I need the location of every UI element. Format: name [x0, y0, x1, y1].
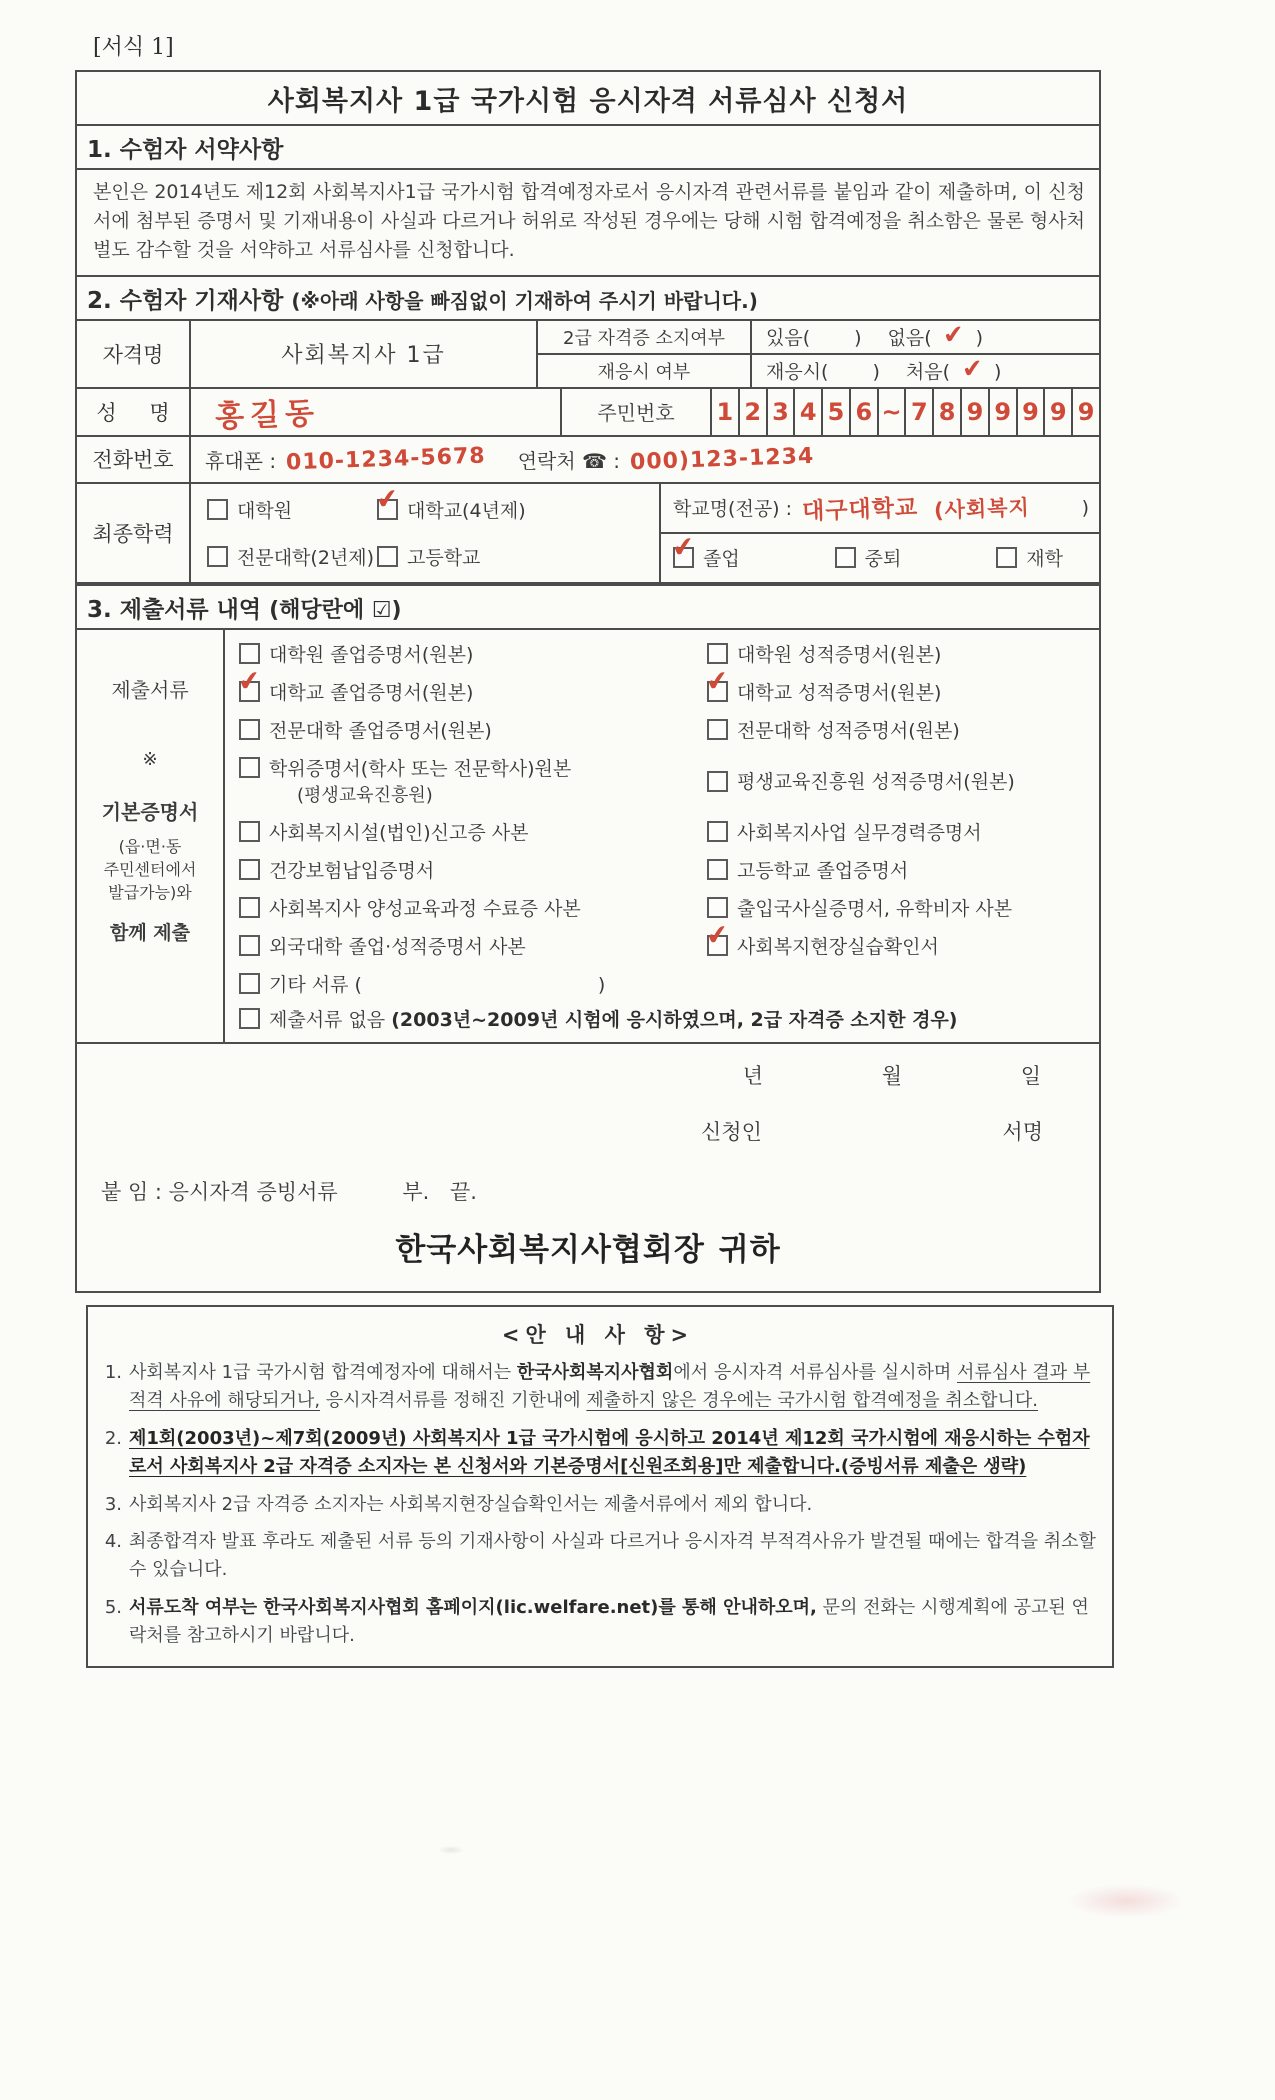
applicant-label: 신청인: [701, 1119, 762, 1144]
qualification-label: 자격명: [77, 321, 191, 387]
notice-item: [96, 1528, 1100, 1584]
option-mark-slot: [810, 327, 854, 349]
doc-item[interactable]: [239, 856, 707, 883]
applicant-line: [101, 1116, 1075, 1146]
doc-item[interactable]: [704, 918, 1089, 959]
doc-item[interactable]: [236, 664, 707, 705]
none-label: 제출서류 없음: [269, 1008, 392, 1031]
doc-item-label: 전문대학 졸업증명서(원본): [269, 719, 492, 742]
notice-item-number: 4.: [104, 1531, 122, 1553]
side-line: 발급가능)와: [108, 883, 192, 902]
attachment-tail: 부. 끝.: [402, 1179, 477, 1204]
option-have[interactable]: [766, 323, 862, 350]
doc-item-label: 출입국사실증명서, 유학비자 사본: [737, 897, 1013, 920]
notice-item-text: [129, 1359, 1100, 1415]
doc-item[interactable]: [707, 894, 1089, 921]
doc-item[interactable]: [239, 932, 707, 959]
rrn-label: 주민번호: [562, 389, 712, 435]
doc-item[interactable]: [707, 640, 1089, 667]
notice-item-number: 3.: [104, 1493, 122, 1515]
notice-box: [86, 1305, 1114, 1668]
notice-item-text: [129, 1491, 1100, 1519]
checkbox-icon[interactable]: [239, 859, 260, 880]
rrn-digit: 3: [768, 389, 796, 435]
section-number: 2.: [87, 287, 112, 314]
option-first-time[interactable]: [905, 353, 1002, 384]
pledge-body-text: 본인은 2014년도 제12회 사회복지사1급 국가시험 합격예정자로서 응시자격 관련서류를 붙임과 같이 제출하며, 이 신청서에 첨부된 증명서 및 기재내용이 사실과 다르거나 허위로 작성된 경우에는 당해 시험 합격예정을 취소함은 물론 형사처벌도 감수할 것을 서약하고 서류심사를 신청합니다.: [77, 170, 1099, 277]
school-handwritten-value: 대구대학교: [801, 495, 919, 526]
doc-item[interactable]: [707, 818, 1089, 845]
school-label: 학교명(전공) :: [673, 498, 793, 521]
date-year-label: 년: [742, 1063, 764, 1088]
checkbox-icon[interactable]: [239, 643, 260, 664]
name-field[interactable]: [191, 389, 562, 435]
notice-item-text: [129, 1528, 1100, 1584]
scan-artifact: [438, 1846, 464, 1854]
option-text: ): [994, 361, 1002, 384]
option-mark-slot: [828, 361, 872, 383]
status-options: [670, 530, 1089, 571]
option-grad-school[interactable]: [207, 496, 377, 523]
option-text: 없음(: [887, 327, 932, 350]
side-line: ※: [142, 748, 158, 770]
checkbox-icon[interactable]: [239, 719, 260, 740]
doc-item-label: 고등학교 졸업증명서: [737, 859, 909, 882]
major-close-paren: ): [1081, 496, 1089, 519]
recipient-line: [101, 1224, 1075, 1269]
major-handwritten-value: (사회복지: [933, 494, 1031, 523]
doc-item-label: 사회복지시설(법인)신고증 사본: [269, 821, 529, 844]
doc-item[interactable]: [707, 856, 1089, 883]
notice-segment: 문의 전화는 시행계획에 공고된 연락처를 참고하시기 바랍니다.: [129, 1597, 1089, 1647]
notice-item: [96, 1425, 1100, 1481]
checkbox-icon[interactable]: [707, 771, 728, 792]
phone-label: 전화번호: [77, 437, 191, 482]
option-label: 대학원: [237, 499, 293, 522]
doc-row: [239, 754, 1089, 807]
doc-item[interactable]: [239, 640, 707, 667]
phone-field[interactable]: [191, 437, 1099, 482]
doc-row: [239, 640, 1089, 667]
doc-item-label: 대학원 성적증명서(원본): [737, 643, 942, 666]
sign-label: 서명: [1002, 1119, 1043, 1144]
cert2-options: [752, 321, 1099, 353]
notice-segment: 최종합격자 발표 후라도 제출된 서류 등의 기재사항이 사실과 다르거나 응시자격 부적격사유가 발견될 때에는 합격을 취소할 수 있습니다.: [129, 1531, 1096, 1581]
option-enrolled[interactable]: [996, 544, 1063, 571]
retake-row: [538, 355, 1099, 387]
row-name: [77, 389, 1099, 437]
section-documents-heading: [77, 584, 1099, 630]
checkbox-icon[interactable]: [207, 499, 228, 520]
none-note: (2003년~2009년 시험에 응시하였으며, 2급 자격증 소지한 경우): [391, 1008, 958, 1031]
qualification-value: 사회복지사 1급: [191, 321, 538, 387]
section-heading-note: (※아래 사항을 빠짐없이 기재하여 주시기 바랍니다.): [291, 288, 758, 313]
option-dropped-out[interactable]: [835, 544, 902, 571]
notice-item: [96, 1359, 1100, 1415]
checkbox-icon[interactable]: [707, 821, 728, 842]
rrn-digit: 5: [823, 389, 851, 435]
mobile-handwritten-value: 010-1234-5678: [285, 443, 487, 476]
notice-segment: 한국사회복지사협회: [516, 1362, 674, 1383]
etc-close-paren: ): [597, 973, 606, 996]
notice-title: <안 내 사 항>: [501, 1323, 695, 1347]
row-education: [77, 484, 1099, 584]
school-status-row: [661, 530, 1099, 582]
option-college-2yr[interactable]: [207, 543, 377, 570]
doc-item-none[interactable]: [239, 1005, 957, 1032]
option-retake[interactable]: [766, 357, 880, 384]
doc-item-label: [269, 970, 605, 997]
doc-row: [239, 716, 1089, 743]
option-text: 처음(: [905, 361, 951, 384]
notice-item-text: [129, 1594, 1100, 1650]
row-qualification: [77, 321, 1099, 389]
name-label: 성 명: [77, 389, 191, 435]
doc-row: [236, 664, 1089, 705]
option-label: 재학: [1026, 548, 1063, 571]
doc-item[interactable]: [704, 664, 1089, 705]
rrn-digit: 6: [851, 389, 879, 435]
section-heading-text: 수험자 기재사항: [119, 287, 284, 314]
checkbox-icon[interactable]: [670, 530, 697, 568]
section-heading-text: 제출서류 내역: [119, 596, 262, 623]
option-text: ): [975, 327, 984, 350]
checkbox-icon[interactable]: [996, 547, 1017, 568]
doc-item[interactable]: [707, 754, 1089, 807]
rrn-digit: 9: [1045, 389, 1073, 435]
checkbox-icon[interactable]: [707, 643, 728, 664]
documents-table: [77, 630, 1099, 1044]
doc-item-label: 대학교 졸업증명서(원본): [269, 681, 474, 704]
checkmark-icon: ✔: [374, 482, 401, 516]
checkbox-icon[interactable]: [707, 859, 728, 880]
doc-item-label: [269, 754, 571, 807]
rrn-separator: ~: [879, 389, 907, 435]
doc-row: [239, 856, 1089, 883]
signature-block: [77, 1044, 1099, 1291]
option-label: 졸업: [703, 548, 740, 571]
option-text: 있음(: [766, 327, 811, 350]
checkbox-icon[interactable]: [239, 821, 260, 842]
date-day-label: 일: [1020, 1063, 1041, 1088]
option-label: 중퇴: [864, 548, 902, 571]
section-details-heading: [77, 277, 1099, 321]
name-handwritten-value: 홍길동: [214, 395, 321, 435]
cert2-label: 2급 자격증 소지여부: [538, 321, 752, 353]
recipient-honorific: 귀하: [718, 1231, 781, 1268]
checkmark-icon: ✔: [670, 530, 697, 565]
cert2-row: [538, 321, 1099, 355]
checkmark-icon: ✔: [941, 319, 966, 350]
checkbox-icon[interactable]: [704, 918, 731, 956]
documents-side-label: [77, 630, 225, 1042]
school-name-row[interactable]: [661, 484, 1099, 534]
form-title: 사회복지사 1급 국가시험 응시자격 서류심사 신청서: [77, 72, 1099, 126]
checkbox-icon[interactable]: [239, 935, 260, 956]
option-text: ): [854, 327, 862, 350]
recipient-name: 한국사회복지사협회장: [395, 1231, 705, 1268]
doc-row-etc: [239, 970, 1089, 997]
education-school-block: [661, 484, 1099, 582]
scan-artifact: [1068, 1884, 1184, 1918]
attachment-label: 붙 임 : 응시자격 증빙서류: [101, 1179, 338, 1204]
side-line: (읍·면·동: [118, 836, 182, 856]
checkbox-icon[interactable]: [377, 546, 398, 567]
documents-checklist: [225, 630, 1099, 1042]
rrn-digit: 1: [712, 389, 740, 435]
option-mark-slot: [950, 353, 994, 384]
doc-item[interactable]: [239, 716, 707, 743]
doc-item-label: 평생교육진흥원 성적증명서(원본): [737, 770, 1015, 793]
notice-segment: 제출하지 않은 경우에는 국가시험 합격예정을 취소합니다.: [586, 1389, 1039, 1411]
row-phone: [77, 437, 1099, 484]
contact-handwritten-value: 000)123-1234: [629, 443, 815, 475]
notice-item-number: 1.: [104, 1362, 122, 1383]
mobile-label: 휴대폰 :: [205, 448, 277, 473]
doc-row: [239, 818, 1089, 845]
education-label: 최종학력: [77, 484, 191, 582]
notice-segment: 서류심사 결과 부적격 사유에 해당되거나,: [129, 1362, 1091, 1411]
option-mark-slot: [932, 319, 976, 350]
section-number: 1.: [87, 137, 112, 163]
doc-item[interactable]: [239, 754, 707, 807]
rrn-digit: 9: [990, 389, 1018, 435]
option-university-4yr[interactable]: [374, 482, 659, 523]
checkbox-icon[interactable]: [374, 482, 401, 520]
notice-segment: 제1회(2003년)~제7회(2009년) 사회복지사 1급 국가시험에 응시하고 2014년 제12회 국가시험에 재응시하는 수험자로서 사회복지사 2급 자격증 소지자는 본 신청서와 기본증명서[신원조회용]만 제출합니다.(증빙서류 제출은 생략): [129, 1427, 1090, 1477]
notice-item-text: [129, 1425, 1100, 1481]
doc-row: [239, 918, 1089, 959]
checkmark-icon: ✔: [960, 353, 984, 384]
rrn-digit: 2: [740, 389, 768, 435]
cert2-retake-stack: [538, 321, 1099, 387]
date-month-label: 월: [881, 1063, 903, 1088]
checkbox-icon[interactable]: [239, 1008, 260, 1029]
education-options: [191, 484, 661, 582]
notice-item-number: 2.: [104, 1427, 122, 1449]
side-line: 제출서류: [111, 677, 189, 702]
rrn-digit: 4: [795, 389, 823, 435]
option-high-school[interactable]: [377, 543, 659, 570]
doc-item[interactable]: [707, 716, 1089, 743]
rrn-digit: 9: [1018, 389, 1046, 435]
doc-item-label: 사회복지사 양성교육과정 수료증 사본: [269, 897, 581, 920]
checkbox-icon[interactable]: [236, 664, 263, 702]
doc-item-etc[interactable]: [239, 970, 707, 997]
doc-item-label: 전문대학 성적증명서(원본): [737, 719, 960, 742]
checkmark-icon: ✔: [236, 664, 263, 698]
etc-label: 기타 서류 (: [269, 973, 362, 996]
section-heading-note: (해당란에 ☑): [269, 597, 402, 623]
rrn-digit: 7: [906, 389, 934, 435]
option-text: ): [872, 361, 880, 384]
doc-item[interactable]: [239, 894, 707, 921]
rrn-digit-cells[interactable]: [712, 389, 1099, 435]
form-number-label: [서식 1]: [93, 35, 174, 60]
checkbox-icon[interactable]: [239, 897, 260, 918]
option-none[interactable]: [887, 319, 984, 350]
checkmark-icon: ✔: [704, 664, 731, 698]
doc-item-label-line1: 학위증명서(학사 또는 전문학사)원본: [269, 757, 572, 780]
section-pledge-heading: [77, 126, 1099, 170]
option-label: 전문대학(2년제): [237, 546, 375, 569]
notice-segment: 사회복지사 2급 자격증 소지자는 사회복지현장실습확인서는 제출서류에서 제외 합니다.: [129, 1493, 813, 1515]
notice-item-number: 5.: [104, 1597, 122, 1619]
rrn-digit: 8: [934, 389, 962, 435]
checkmark-icon: ✔: [704, 918, 731, 952]
doc-item-label: [269, 1005, 957, 1032]
doc-item-label: 외국대학 졸업·성적증명서 사본: [269, 935, 526, 958]
checkbox-icon[interactable]: [707, 719, 728, 740]
rrn-digit: 9: [1077, 397, 1095, 426]
notice-segment: 서류도착 여부는 한국사회복지사협회 홈페이지(lic.welfare.net)를 통해 안내하오며,: [129, 1597, 817, 1619]
option-label: 대학교(4년제): [407, 499, 526, 522]
doc-item[interactable]: [239, 818, 707, 845]
section-number: 3.: [87, 596, 112, 623]
checkbox-icon[interactable]: [835, 547, 856, 568]
side-line: 함께 제출: [109, 922, 191, 945]
doc-item-label: 건강보험납입증명서: [269, 859, 435, 882]
application-form: [75, 70, 1101, 1293]
checkbox-icon[interactable]: [239, 757, 260, 778]
section-heading-text: 수험자 서약사항: [119, 137, 284, 163]
retake-options: [752, 355, 1099, 387]
doc-item-label: 사회복지사업 실무경력증명서: [737, 821, 982, 844]
notice-item: [96, 1594, 1100, 1650]
notice-segment: 사회복지사 1급 국가시험 합격예정자에 대해서는: [129, 1362, 517, 1383]
notice-segment: 응시자격서류를 정해진 기한내에: [320, 1389, 587, 1411]
checkbox-icon[interactable]: [239, 973, 260, 994]
retake-label: 재응시 여부: [538, 355, 752, 387]
doc-row: [239, 894, 1089, 921]
checkbox-icon[interactable]: [704, 664, 731, 702]
date-line: [101, 1060, 1075, 1090]
contact-label: 연락처 ☎ :: [517, 448, 621, 473]
side-line: 기본증명서: [101, 799, 199, 824]
doc-item-label: 사회복지현장실습확인서: [737, 935, 939, 958]
checkbox-icon[interactable]: [207, 546, 228, 567]
doc-item-label: 대학교 성적증명서(원본): [737, 681, 942, 704]
side-line: 주민센터에서: [103, 859, 197, 879]
option-label: 고등학교: [407, 546, 481, 569]
checkbox-icon[interactable]: [707, 897, 728, 918]
rrn-digit: 9: [962, 389, 990, 435]
option-graduated[interactable]: [670, 530, 740, 571]
notice-item: [96, 1491, 1100, 1519]
notice-segment: 에서 응시자격 서류심사를 실시하며: [673, 1362, 958, 1383]
attachment-line: [101, 1176, 1075, 1206]
option-text: 재응시(: [766, 361, 829, 384]
doc-item-label-line2: (평생교육진흥원): [297, 784, 433, 806]
doc-item-label: 대학원 졸업증명서(원본): [269, 643, 474, 666]
doc-row-none: [239, 1005, 1089, 1032]
